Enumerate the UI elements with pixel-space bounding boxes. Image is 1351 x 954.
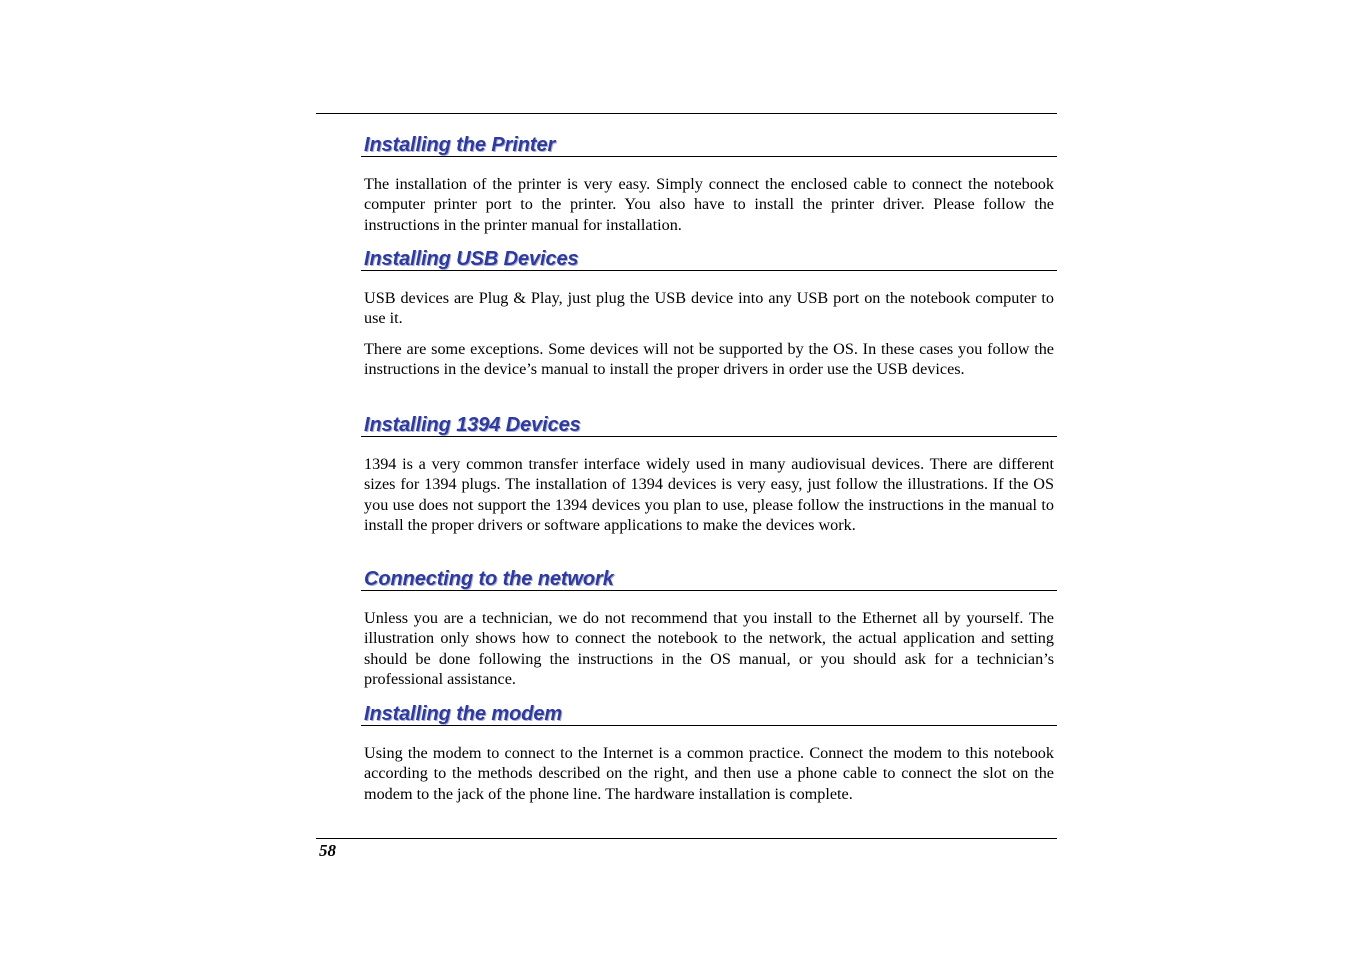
section-paragraph: The installation of the printer is very easy. Simply connect the enclosed cable to connect the notebook computer printer port to the printer. You also have to install the printer driver. Please follow the instructions in the printer manual for installation. [364, 175, 1054, 234]
section-1394 [361, 413, 1057, 535]
section-heading: Connecting to the network [361, 567, 1057, 591]
section-usb [361, 247, 1057, 379]
section-modem [361, 702, 1057, 804]
section-paragraph: USB devices are Plug & Play, just plug the USB device into any USB port on the notebook computer to use it. [364, 289, 1054, 328]
section-printer [361, 133, 1057, 235]
top-rule [316, 113, 1057, 114]
section-paragraph: Using the modem to connect to the Internet is a common practice. Connect the modem to this notebook according to the methods described on the right, and then use a phone cable to connect the slot on the modem to the jack of the phone line. The hardware installation is complete. [364, 744, 1054, 803]
bottom-rule [316, 838, 1057, 839]
section-paragraph: Unless you are a technician, we do not recommend that you install to the Ethernet all by yourself. The illustration only shows how to connect the notebook to the network, the actual application and setting should be done following the instructions in the OS manual, or you should ask for a technician’s professional assistance. [364, 609, 1054, 688]
section-heading: Installing USB Devices [361, 247, 1057, 271]
section-heading: Installing the modem [361, 702, 1057, 726]
page-number: 58 [319, 841, 336, 860]
section-heading: Installing 1394 Devices [361, 413, 1057, 437]
section-heading: Installing the Printer [361, 133, 1057, 157]
section-paragraph: There are some exceptions. Some devices will not be supported by the OS. In these cases you follow the instructions in the device’s manual to install the proper drivers in order use the USB devices. [364, 339, 1054, 378]
section-network [361, 567, 1057, 689]
section-paragraph: 1394 is a very common transfer interface widely used in many audiovisual devices. There are different sizes for 1394 plugs. The installation of 1394 devices is very easy, just follow the illustrations. If the OS you use does not support the 1394 devices you plan to use, please follow the instructions in the manual to install the proper drivers or software applications to make the devices work. [364, 455, 1054, 534]
